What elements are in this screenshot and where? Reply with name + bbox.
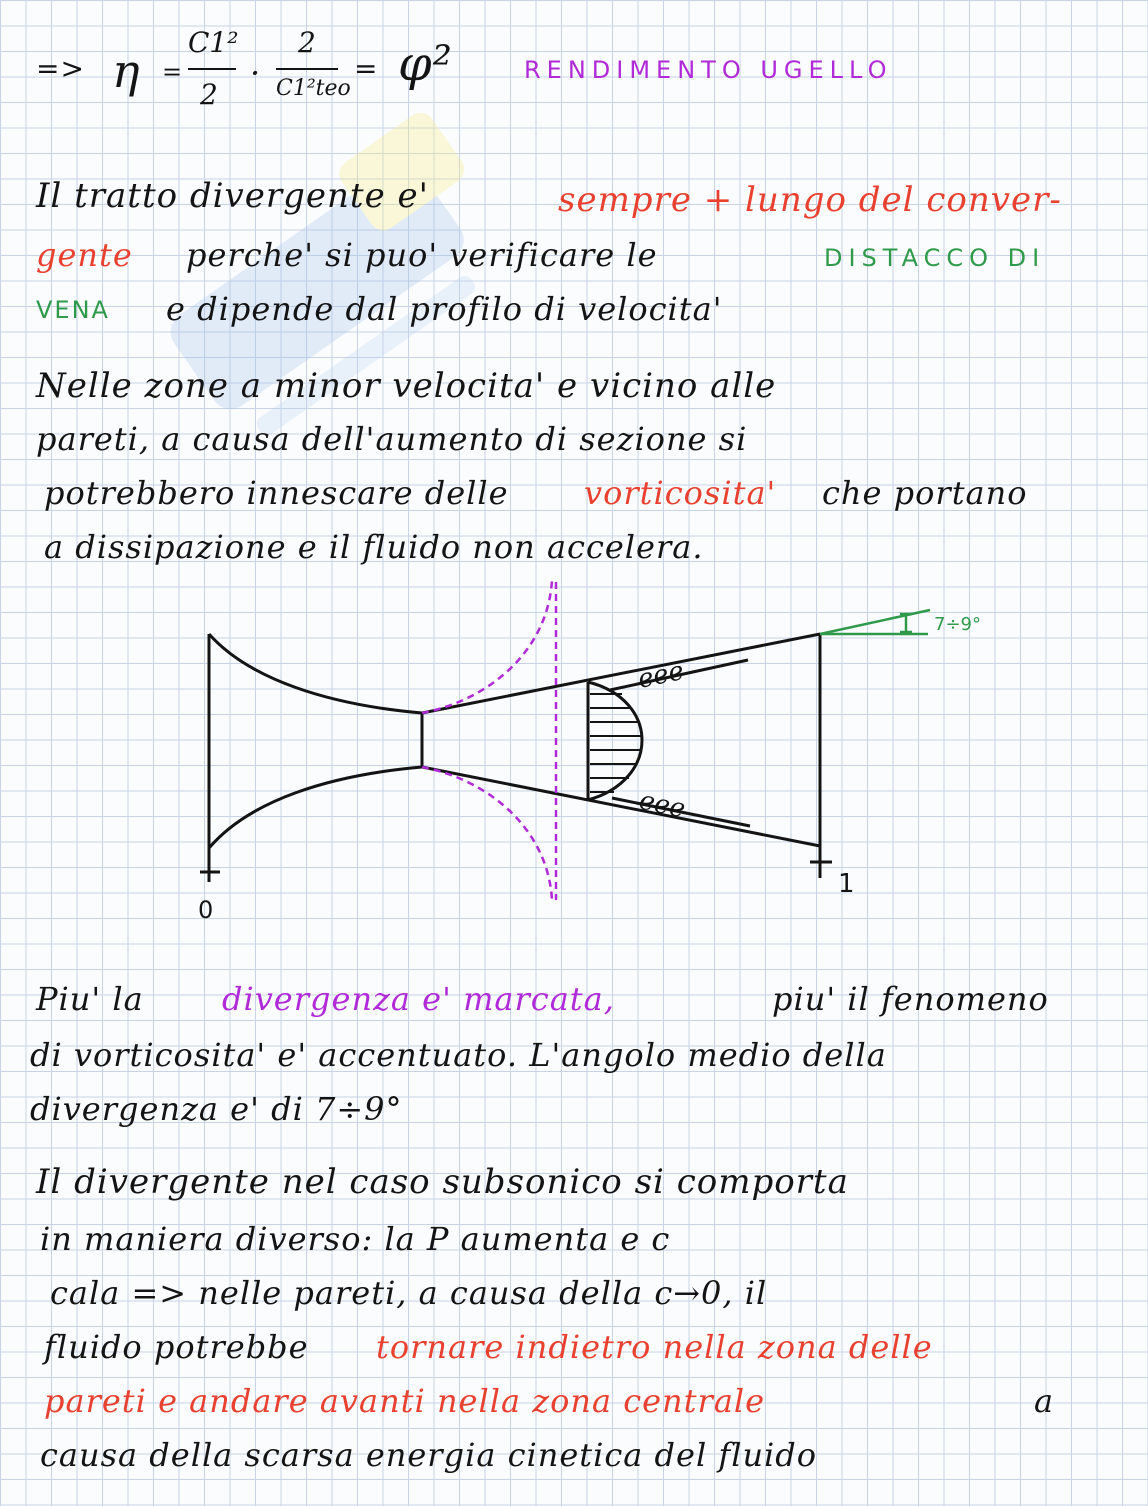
para2-line1: Nelle zone a minor velocita' e vicino alle: [36, 366, 777, 406]
para2-line2: pareti, a causa dell'aumento di sezione si: [36, 420, 748, 458]
para4-line6: causa della scarsa energia cinetica del fluido: [40, 1436, 818, 1474]
converging-wall-bottom: [209, 767, 422, 848]
equals-sign-2: =: [354, 52, 379, 85]
para2-line4: a dissipazione e il fluido non accelera.: [44, 528, 704, 566]
para3-line1-b: divergenza e' marcata,: [222, 980, 615, 1018]
angle-label: 7÷9°: [934, 614, 981, 635]
para3-line2: di vorticosita' e' accentuato. L'angolo medio della: [30, 1036, 887, 1074]
para1-line1-b: sempre + lungo del conver-: [558, 180, 1062, 220]
dot-sign: ·: [250, 54, 262, 92]
para2-line3-b: vorticosita': [584, 474, 777, 512]
fraction1-denominator: 2: [200, 78, 218, 111]
equals-sign: =: [162, 58, 184, 86]
station-1-label: 1: [838, 869, 855, 899]
para1-line3-a: VENA: [36, 296, 110, 324]
velocity-profile: [588, 682, 642, 800]
para3-line3: divergenza e' di 7÷9°: [30, 1090, 403, 1128]
para1-line3-b: e dipende dal profilo di velocita': [166, 290, 723, 328]
nozzle-diagram: [0, 560, 1148, 940]
implies-sign: =>: [36, 52, 85, 85]
fraction2-bar: [276, 68, 338, 70]
station-0-label: 0: [198, 896, 214, 924]
fraction2-denominator: C1²teo: [276, 76, 351, 101]
para1-line2-a: gente: [36, 236, 133, 274]
eddy-marks-top: eee: [635, 655, 687, 695]
para3-line1-a: Piu' la: [36, 980, 144, 1018]
para4-line4-a: fluido potrebbe: [44, 1328, 309, 1366]
para4-line3: cala => nelle pareti, a causa della c→0, il: [50, 1274, 768, 1312]
formula-label: RENDIMENTO UGELLO: [524, 56, 893, 84]
para2-line3-c: che portano: [822, 474, 1028, 512]
fraction1-numerator: C1²: [188, 26, 239, 59]
diverging-wall-top: [422, 634, 820, 713]
fraction2-numerator: 2: [298, 26, 316, 59]
para4-line2: in maniera diverso: la P aumenta e c: [40, 1220, 671, 1258]
ideal-profile-lines: [422, 580, 556, 900]
para1-line2-c: DISTACCO DI: [824, 244, 1046, 272]
profile-arrows: [590, 694, 641, 792]
para1-line1-a: Il tratto divergente e': [36, 176, 429, 216]
para3-line1-c: piu' il fenomeno: [772, 980, 1049, 1018]
para1-line2-b: perche' si puo' verificare le: [186, 236, 658, 274]
eddy-marks-bottom: eee: [636, 785, 688, 825]
eta-symbol: η: [112, 44, 141, 98]
para4-line4-b: tornare indietro nella zona delle: [376, 1328, 933, 1366]
divergence-angle: [820, 610, 930, 634]
phi-squared: φ²: [398, 36, 453, 92]
para4-line5-a: pareti e andare avanti nella zona centrale: [44, 1382, 766, 1420]
para2-line3-a: potrebbero innescare delle: [44, 474, 509, 512]
fraction1-bar: [188, 68, 236, 70]
para4-line1: Il divergente nel caso subsonico si comporta: [36, 1162, 849, 1202]
converging-wall-top: [209, 634, 422, 713]
para4-line5-b: a: [1034, 1382, 1055, 1420]
